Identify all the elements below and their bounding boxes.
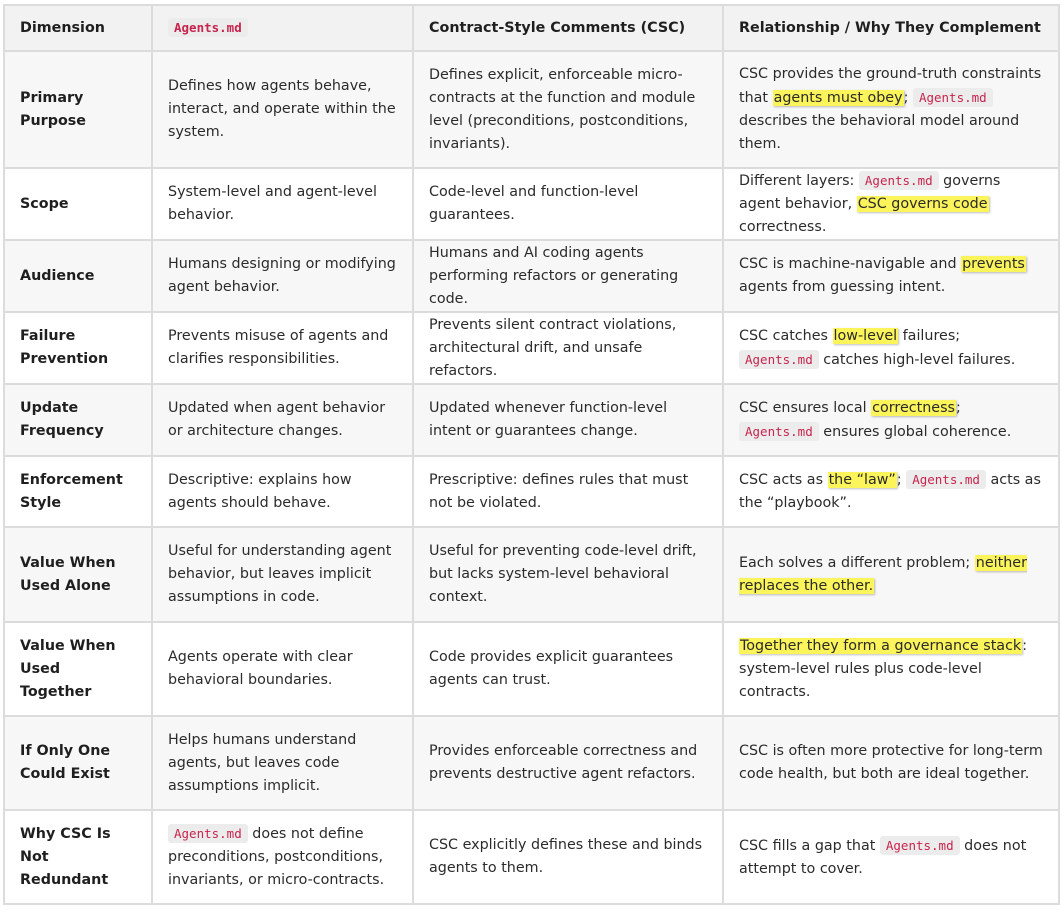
row-agents-cell <box>152 810 413 904</box>
cell-text: does not attempt to cover. <box>739 837 1027 877</box>
cell-text: Prevents misuse of agents and clarifies responsibilities. <box>168 328 389 367</box>
highlight: the “law” <box>828 472 896 488</box>
header-dimension: Dimension <box>4 5 152 51</box>
row-relationship-cell <box>723 716 1059 810</box>
cell-text: System-level and agent-level behavior. <box>168 184 377 223</box>
row-dimension: Scope <box>4 168 152 240</box>
header-agents-code: Agents.md <box>168 18 248 37</box>
cell-text: Updated when agent behavior or architecture changes. <box>168 400 386 439</box>
row-csc-cell: Code-level and function-level guarantees. <box>413 168 723 240</box>
row-agents-cell <box>152 456 413 527</box>
row-csc-cell: CSC explicitly defines these and binds agents to them. <box>413 810 723 904</box>
highlight: low-level <box>833 327 898 344</box>
header-agents <box>152 5 413 51</box>
row-dimension: Audience <box>4 240 152 312</box>
row-dimension: Value When Used Together <box>4 622 152 716</box>
cell-text: catches high-level failures. <box>818 351 1016 368</box>
table-row <box>4 240 1059 312</box>
cell-text: correctness. <box>739 219 827 235</box>
table-row <box>4 51 1059 168</box>
highlight: prevents <box>962 256 1025 272</box>
cell-text: Helps humans understand agents, but leaves code assumptions implicit. <box>168 731 357 794</box>
table-row <box>4 716 1059 810</box>
cell-text: Different layers: <box>739 173 859 189</box>
row-relationship-cell <box>723 312 1059 384</box>
header-csc: Contract-Style Comments (CSC) <box>413 5 723 51</box>
cell-text: CSC is machine-navigable and <box>739 256 962 272</box>
row-relationship-cell <box>723 240 1059 312</box>
highlight: agents must obey <box>773 90 903 106</box>
row-relationship-cell <box>723 456 1059 527</box>
row-csc-cell: Defines explicit, enforceable micro-contracts at the function and module level (preconditions, postconditions, invariants). <box>413 51 723 168</box>
cell-text: CSC is often more protective for long-term code health, but both are ideal together. <box>739 743 1043 782</box>
row-dimension: Enforcement Style <box>4 456 152 527</box>
cell-text: ; <box>896 472 907 488</box>
row-agents-cell <box>152 716 413 810</box>
cell-text: : system-level rules plus code-level contracts. <box>739 637 1028 700</box>
cell-text: governs agent behavior, <box>739 173 1001 212</box>
header-row <box>4 5 1059 51</box>
cell-text: Useful for understanding agent behavior, but leaves implicit assumptions in code. <box>168 543 392 605</box>
table-row <box>4 810 1059 904</box>
row-csc-cell: Prescriptive: defines rules that must not be violated. <box>413 456 723 527</box>
row-relationship-cell <box>723 384 1059 456</box>
cell-text: agents from guessing intent. <box>739 279 946 295</box>
row-dimension: Update Frequency <box>4 384 152 456</box>
cell-text: ; <box>903 90 913 106</box>
cell-text: Agents operate with clear behavioral boundaries. <box>168 649 353 688</box>
row-csc-cell: Updated whenever function-level intent or guarantees change. <box>413 384 723 456</box>
table-row <box>4 622 1059 716</box>
row-dimension: Primary Purpose <box>4 51 152 168</box>
row-csc-cell: Code provides explicit guarantees agents can trust. <box>413 622 723 716</box>
row-relationship-cell <box>723 622 1059 716</box>
header-relationship: Relationship / Why They Complement <box>723 5 1059 51</box>
table-row <box>4 168 1059 240</box>
agents-md-code: Agents.md <box>168 824 248 843</box>
row-agents-cell <box>152 51 413 168</box>
table-row <box>4 527 1059 622</box>
cell-text: ensures global coherence. <box>818 423 1012 440</box>
row-agents-cell <box>152 622 413 716</box>
cell-text: Descriptive: explains how agents should behave. <box>168 471 352 511</box>
row-agents-cell <box>152 240 413 312</box>
row-csc-cell: Prevents silent contract violations, architectural drift, and unsafe refactors. <box>413 312 723 384</box>
table-row <box>4 312 1059 384</box>
cell-text: Humans designing or modifying agent behavior. <box>168 256 396 295</box>
row-dimension: Failure Prevention <box>4 312 152 384</box>
cell-text: CSC catches <box>739 327 833 344</box>
row-dimension: Why CSC Is Not Redundant <box>4 810 152 904</box>
row-relationship-cell <box>723 51 1059 168</box>
cell-text: ; <box>956 399 961 416</box>
cell-text: failures; <box>898 327 961 344</box>
row-csc-cell: Humans and AI coding agents performing refactors or generating code. <box>413 240 723 312</box>
cell-text: CSC fills a gap that <box>739 837 880 854</box>
comparison-table <box>3 4 1060 905</box>
highlight: CSC governs code <box>857 196 988 212</box>
row-relationship-cell <box>723 810 1059 904</box>
row-dimension: Value When Used Alone <box>4 527 152 622</box>
cell-text: Defines how agents behave, interact, and operate within the system. <box>168 78 396 140</box>
row-relationship-cell <box>723 527 1059 622</box>
highlight: correctness <box>872 399 955 416</box>
highlight: Together they form a governance stack <box>740 637 1022 654</box>
cell-text: does not define preconditions, postconditions, invariants, or micro-contracts. <box>168 826 385 888</box>
cell-text: CSC ensures local <box>739 399 872 416</box>
cell-text: CSC provides the ground-truth constraints that <box>739 66 1042 106</box>
cell-text: CSC acts as <box>739 472 828 488</box>
agents-md-code: Agents.md <box>739 350 819 369</box>
row-agents-cell <box>152 168 413 240</box>
agents-md-code: Agents.md <box>859 171 939 190</box>
row-dimension: If Only One Could Exist <box>4 716 152 810</box>
table-row <box>4 456 1059 527</box>
cell-text: describes the behavioral model around them. <box>739 113 1020 152</box>
table-row <box>4 384 1059 456</box>
agents-md-code: Agents.md <box>913 88 993 107</box>
agents-md-code: Agents.md <box>739 422 819 441</box>
row-relationship-cell <box>723 168 1059 240</box>
agents-md-code: Agents.md <box>880 836 960 855</box>
row-csc-cell: Useful for preventing code-level drift, but lacks system-level behavioral context. <box>413 527 723 622</box>
cell-text: Each solves a different problem; <box>739 554 975 571</box>
highlight: neither replaces the other. <box>739 554 1027 594</box>
row-agents-cell <box>152 312 413 384</box>
row-agents-cell <box>152 527 413 622</box>
cell-text: acts as the “playbook”. <box>739 472 1041 511</box>
row-csc-cell: Provides enforceable correctness and prevents destructive agent refactors. <box>413 716 723 810</box>
agents-md-code: Agents.md <box>906 470 986 489</box>
row-agents-cell <box>152 384 413 456</box>
